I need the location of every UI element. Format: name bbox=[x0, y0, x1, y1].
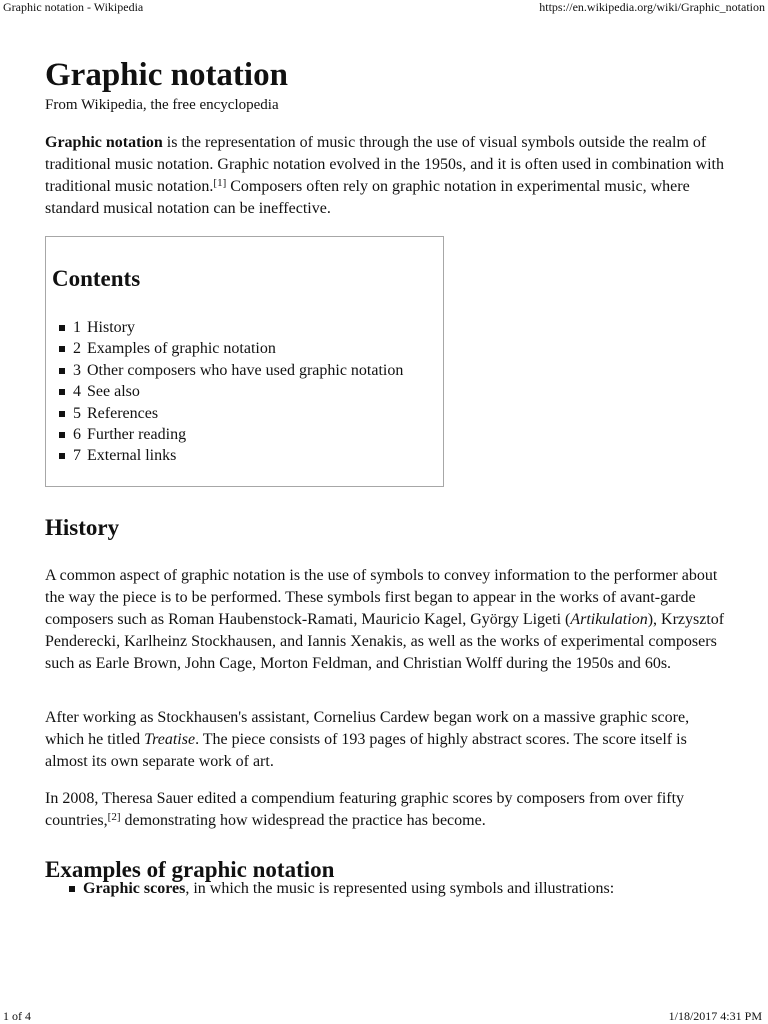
history-paragraph-3 bbox=[45, 788, 730, 832]
bullet-icon bbox=[59, 325, 65, 331]
toc-item-further-reading[interactable] bbox=[73, 424, 403, 445]
history-p2-text-b: . The piece consists of 193 pages of highly abstract scores. The score itself is almost its own separate work of art. bbox=[45, 731, 687, 770]
toc-item-label: History bbox=[87, 319, 135, 336]
history-p3-text-a: In 2008, Theresa Sauer edited a compendium featuring graphic scores by composers from over fifty countries, bbox=[45, 790, 685, 829]
reference-link-1[interactable]: [1] bbox=[213, 177, 227, 189]
intro-bold-term: Graphic notation bbox=[45, 134, 163, 151]
intro-text-a: is the representation of music through the use of visual symbols outside the realm of traditional music notation. Graphic notation evolved in the 1950s, and it is often used in combination with traditional music notation. bbox=[45, 134, 724, 195]
toc-item-number: 5 bbox=[73, 404, 81, 422]
bullet-icon bbox=[59, 453, 65, 459]
toc-item-number: 3 bbox=[73, 361, 81, 379]
history-p3-text-b: demonstrating how widespread the practice has become. bbox=[120, 812, 486, 829]
print-footer-datetime: 1/18/2017 4:31 PM bbox=[668, 1009, 762, 1023]
reference-link-2[interactable]: [2] bbox=[107, 811, 121, 823]
toc-item-label: Other composers who have used graphic notation bbox=[87, 361, 404, 379]
history-paragraph-1 bbox=[45, 565, 730, 675]
toc-item-label: Further reading bbox=[87, 426, 187, 444]
toc-item-number: 7 bbox=[73, 447, 81, 465]
history-paragraph-2 bbox=[45, 707, 730, 773]
print-header-title: Graphic notation - Wikipedia bbox=[3, 0, 144, 14]
toc-item-examples[interactable] bbox=[73, 338, 403, 359]
toc-item-number: 6 bbox=[73, 426, 81, 444]
page-title: Graphic notation bbox=[45, 57, 288, 93]
toc-item-label: External links bbox=[87, 447, 177, 465]
print-header-url[interactable]: https://en.wikipedia.org/wiki/Graphic_notation bbox=[539, 0, 765, 14]
toc-item-references[interactable] bbox=[73, 403, 403, 424]
examples-list bbox=[83, 878, 614, 900]
bullet-icon bbox=[59, 368, 65, 374]
toc-item-label: See also bbox=[87, 383, 140, 401]
history-p1-italic[interactable]: Artikulation bbox=[570, 611, 648, 628]
section-heading-examples: Examples of graphic notation bbox=[45, 857, 335, 882]
toc-item-label: References bbox=[87, 404, 159, 422]
print-footer-page-count: 1 of 4 bbox=[3, 1009, 31, 1023]
toc-item-history[interactable] bbox=[73, 317, 403, 338]
section-heading-history: History bbox=[45, 515, 120, 540]
toc-item-label: Examples of graphic notation bbox=[87, 340, 276, 358]
toc-item-number: 2 bbox=[73, 340, 81, 358]
toc-title: Contents bbox=[52, 266, 141, 291]
toc-item-number: 1 bbox=[73, 319, 81, 336]
toc-item-see-also[interactable] bbox=[73, 381, 403, 402]
toc-item-other-composers[interactable] bbox=[73, 360, 403, 381]
history-p2-italic[interactable]: Treatise bbox=[144, 731, 196, 748]
list-item-text: , in which the music is represented using symbols and illustrations: bbox=[185, 880, 615, 897]
bullet-icon bbox=[59, 432, 65, 438]
toc-list bbox=[73, 317, 403, 467]
list-item-bold[interactable]: Graphic scores bbox=[83, 880, 186, 897]
toc-item-number: 4 bbox=[73, 383, 81, 401]
bullet-icon bbox=[69, 886, 75, 892]
toc-item-external-links[interactable] bbox=[73, 445, 403, 466]
history-p1-text-b: ), Krzysztof Penderecki, Karlheinz Stockhausen, and Iannis Xenakis, as well as the works of experimental composers such as Earle Brown, John Cage, Morton Feldman, and Christian Wolff during the 1950s and 60s. bbox=[45, 611, 725, 672]
history-p1-text-a: A common aspect of graphic notation is the use of symbols to convey information to the performer about the way the piece is to be performed. These symbols first began to appear in the works of avant-garde composers such as Roman Haubenstock-Ramati, Mauricio Kagel, György Ligeti ( bbox=[45, 567, 718, 628]
intro-paragraph bbox=[45, 132, 725, 220]
bullet-icon bbox=[59, 389, 65, 395]
page-subtitle: From Wikipedia, the free encyclopedia bbox=[45, 97, 279, 113]
intro-text-b: Composers often rely on graphic notation in experimental music, where standard musical notation can be ineffective. bbox=[45, 178, 690, 217]
history-p2-text-a: After working as Stockhausen's assistant, Cornelius Cardew began work on a massive graphic score, which he titled bbox=[45, 709, 690, 748]
list-item bbox=[83, 878, 614, 900]
bullet-icon bbox=[59, 346, 65, 352]
bullet-icon bbox=[59, 411, 65, 417]
